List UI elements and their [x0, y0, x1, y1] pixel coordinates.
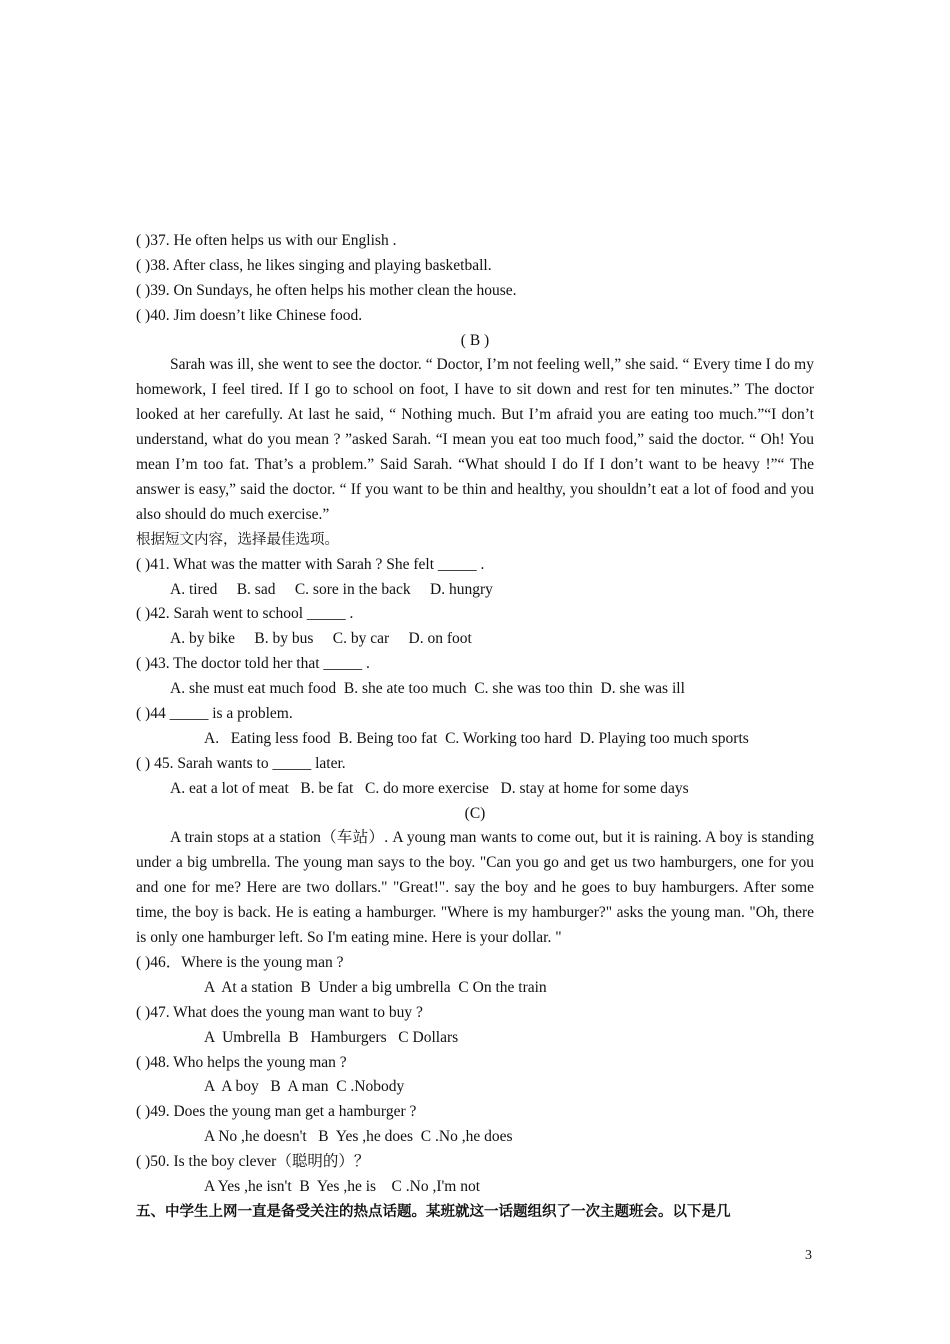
question-47-options: A Umbrella B Hamburgers C Dollars	[204, 1028, 459, 1046]
question-44	[136, 702, 814, 727]
question-45-options: A. eat a lot of meat B. be fat C. do more exercise D. stay at home for some days	[170, 779, 689, 797]
question-49	[136, 1100, 814, 1125]
question-text: 50. Is the boy clever（聪明的）？	[150, 1153, 370, 1171]
question-48-options: A A boy B A man C .Nobody	[204, 1078, 405, 1096]
question-text: 40. Jim doesn’t like Chinese food.	[150, 306, 363, 324]
page-number: 3	[805, 1248, 812, 1263]
question-46-options: A At a station B Under a big umbrella C On the train	[204, 978, 547, 996]
part-c	[136, 802, 814, 1200]
question-39	[136, 279, 814, 304]
question-43-options: A. she must eat much food B. she ate too much C. she was too thin D. she was ill	[170, 680, 685, 698]
answer-blank: ( )	[136, 1003, 151, 1021]
question-42	[136, 602, 814, 627]
answer-blank: ( )	[136, 1053, 151, 1071]
question-46	[136, 951, 814, 976]
question-text: 43. The doctor told her that _____ .	[150, 655, 370, 673]
page-content	[136, 229, 814, 1225]
question-text: 38. After class, he likes singing and playing basketball.	[150, 256, 492, 274]
question-44-options: A. Eating less food B. Being too fat C. Working too hard D. Playing too much sports	[204, 729, 749, 747]
answer-blank: ( )	[136, 655, 151, 673]
question-text: 41. What was the matter with Sarah ? She felt _____ .	[150, 555, 485, 573]
part-b	[136, 329, 814, 802]
answer-blank: ( )	[136, 605, 151, 623]
reading-passage-c: A train stops at a station（车站）. A young man wants to come out, but it is raining. A boy is standing under a big umbrella. The young man says to the boy. "Can you go and get us two hamburgers, one for you and one for me? Here are two dollars." "Great!". say the boy and he goes to buy hamburgers. After some time, the boy is back. He is eating a hamburger. "Where is my hamburger?" asks the young man. "Oh, there is only one hamburger left. So I'm eating mine. Here is your dollar. "	[136, 829, 814, 947]
section-heading-c: (C)	[464, 804, 486, 822]
question-47	[136, 1001, 814, 1026]
answer-blank: ( )	[136, 705, 151, 723]
answer-blank: ( )	[136, 555, 151, 573]
answer-blank: ( )	[136, 1153, 151, 1171]
question-text: 39. On Sundays, he often helps his mother clean the house.	[150, 281, 517, 299]
question-48	[136, 1051, 814, 1076]
question-37	[136, 229, 814, 254]
reading-passage-b: Sarah was ill, she went to see the doctor. “ Doctor, I’m not feeling well,” she said. “ Every time I do my homework, I feel tired. If I go to school on foot, I have to sit down and rest for ten minutes.” The doctor looked at her carefully. At last he said, “ Nothing much. But I’m afraid you are eating too much.”“I don’t understand, what do you mean ? ”asked Sarah. “I mean you eat too much food,” said the doctor. “ Oh! You mean I’m too fat. That’s a problem.” Said Sarah. “What should I do If I don’t want to be heavy !”“ The answer is easy,” said the doctor. “ If you want to be thin and healthy, you shouldn’t eat a lot of food and you also should do much exercise.”	[136, 356, 814, 523]
question-text: 42. Sarah went to school _____ .	[150, 605, 354, 623]
answer-blank: ( )	[136, 256, 151, 274]
answer-blank: ( )	[136, 1103, 151, 1121]
question-text: 44 _____ is a problem.	[150, 705, 293, 723]
answer-blank: ( )	[136, 954, 151, 972]
question-text: 47. What does the young man want to buy ?	[150, 1003, 423, 1021]
answer-blank: ( )	[136, 281, 151, 299]
question-38	[136, 254, 814, 279]
question-text: 48. Who helps the young man ?	[150, 1053, 347, 1071]
question-text: 45. Sarah wants to _____ later.	[150, 754, 346, 772]
answer-blank: ( )	[136, 232, 151, 249]
question-43	[136, 652, 814, 677]
question-41	[136, 553, 814, 578]
question-40	[136, 304, 814, 329]
section-heading-b: ( B )	[460, 331, 490, 349]
instruction-text: 根据短文内容，选择最佳选项。	[136, 531, 339, 548]
answer-blank: ( )	[136, 306, 151, 324]
question-text: 49. Does the young man get a hamburger ?	[150, 1103, 417, 1121]
question-41-options: A. tired B. sad C. sore in the back D. hungry	[170, 580, 493, 598]
question-50-options: A Yes ,he isn't B Yes ,he is C .No ,I'm not	[204, 1178, 481, 1196]
question-42-options: A. by bike B. by bus C. by car D. on foot	[170, 630, 472, 648]
question-text: 37. He often helps us with our English .	[150, 232, 397, 249]
question-45	[136, 752, 814, 777]
question-text: 46．Where is the young man ?	[150, 954, 344, 972]
part-a-tail	[136, 229, 814, 329]
section-five-heading: 五、中学生上网一直是备受关注的热点话题。某班就这一话题组织了一次主题班会。以下是几	[136, 1203, 731, 1220]
answer-blank: ( )	[136, 754, 151, 772]
question-49-options: A No ,he doesn't B Yes ,he does C .No ,he does	[204, 1128, 513, 1146]
question-50	[136, 1150, 814, 1175]
